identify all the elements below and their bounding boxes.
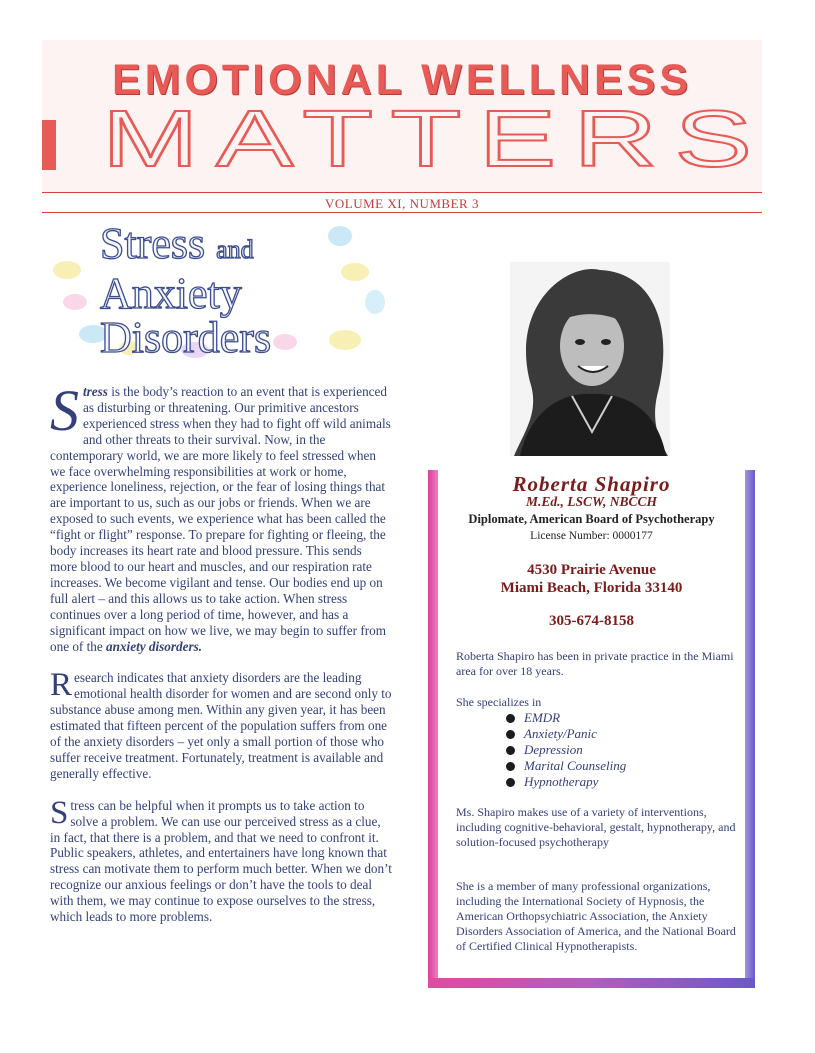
- article-title-word1: Stress: [100, 219, 206, 268]
- specialty-item: Anxiety/Panic: [506, 726, 626, 742]
- specialty-item: Depression: [506, 742, 626, 758]
- phone-number: 305-674-8158: [549, 613, 634, 629]
- bottom-rule: [42, 212, 762, 213]
- paragraph-3-text: tress can be helpful when it prompts us to take action to solve a problem. We can use our perceived stress as a clue, in fact, that there is a problem, and that we need to confront it. Public speakers, athletes, and entertainers have long known that stress can motivate them to perform much better. When we don’t recognize our anxious feelings or don’t have the tools to deal with them, we may continue to expose ourselves to the stress, which leads to more problems.: [50, 797, 392, 925]
- drop-cap: R: [50, 667, 73, 704]
- paragraph-3: [50, 794, 392, 925]
- therapist-name: Roberta Shapiro: [512, 472, 671, 496]
- lead-word: tress: [83, 384, 108, 399]
- masthead: [42, 40, 770, 192]
- article-body: [50, 378, 392, 941]
- diplomate-title: Diplomate, American Board of Psychotherapy: [468, 512, 715, 526]
- paragraph-1: [50, 378, 392, 654]
- profile-card: [428, 470, 755, 988]
- card-bottom-border: [428, 978, 755, 988]
- top-rule: [42, 192, 762, 193]
- article-title: [100, 219, 390, 362]
- author-photo: [510, 262, 670, 456]
- article-title-word2: Anxiety: [100, 269, 242, 318]
- article-title-and: and: [216, 235, 254, 264]
- masthead-logo-block: [42, 120, 56, 170]
- specialty-item: Hypnotherapy: [506, 774, 626, 790]
- profile-card-content: [438, 470, 745, 978]
- masthead-title-line1: EMOTIONAL WELLNESS: [111, 56, 693, 104]
- practice-statement: Roberta Shapiro has been in private practice in the Miami area for over 18 years.: [456, 649, 734, 678]
- paragraph-1-text: is the body’s reaction to an event that is experienced as disturbing or threatening. Our primitive ancestors experienced stress when they had to fight off wild animals and other threats to their survival. Now, in the contemporary world, we are more likely to feel stressed when we face overwhelming responsibilities at work or home, experience loneliness, rejection, or the fear of losing things that are important to us, such as our jobs or friends. When we are exposed to such events, we experience what has been called the “fight or flight” response. To prepare for fighting or fleeing, the body increases its heart rate and blood pressure. This sends more blood to our heart and muscles, and our respiration rate increases. We become vigilant and tense. Our bodies end up on full alert – and this allows us to take action. When stress continues over a long period of time, however, and has a significant impact on how we live, we may begin to suffer from one of the: [50, 384, 391, 654]
- interventions-statement: Ms. Shapiro makes use of a variety of interventions, including cognitive-behavioral, gestalt, hypnotherapy, and solution-focused psychotherapy: [456, 805, 736, 849]
- license-number: License Number: 0000177: [530, 530, 653, 542]
- volume-number: VOLUME XI, NUMBER 3: [325, 196, 479, 211]
- address-city: Miami Beach, Florida 33140: [500, 580, 683, 596]
- masthead-title-line2: MATTERS: [102, 94, 770, 183]
- portrait-image: [510, 262, 670, 456]
- specialty-item: Marital Counseling: [506, 758, 626, 774]
- anxiety-disorders-emphasis: anxiety disorders.: [106, 638, 203, 654]
- address-street: 4530 Prairie Avenue: [527, 562, 656, 578]
- article-title-art: [45, 219, 390, 362]
- specialty-item: EMDR: [506, 710, 626, 726]
- drop-cap: S: [50, 378, 79, 443]
- paragraph-2-text: esearch indicates that anxiety disorders are the leading emotional health disorder for women and are second only to substance abuse among men. Within any given year, it has been estimated that fifteen percent of the population suffers from one of the anxiety disorders – yet only a small portion of those who suffer receive treatment. Fortunately, treatment is available and generally effective.: [50, 670, 392, 781]
- specialties-list: [506, 710, 626, 790]
- article-title-word3: Disorders: [100, 313, 272, 362]
- drop-cap: S: [50, 794, 69, 831]
- specializes-intro: She specializes in: [456, 695, 542, 709]
- credentials: M.Ed., LSCW, NBCCH: [525, 494, 658, 509]
- paragraph-2: [50, 667, 392, 781]
- membership-statement: She is a member of many professional organizations, including the International Society of Hypnosis, the American Orthopsychiatric Association, the Anxiety Disorders Association of America, and the National Board of Certified Clinical Hypnotherapists.: [456, 879, 736, 953]
